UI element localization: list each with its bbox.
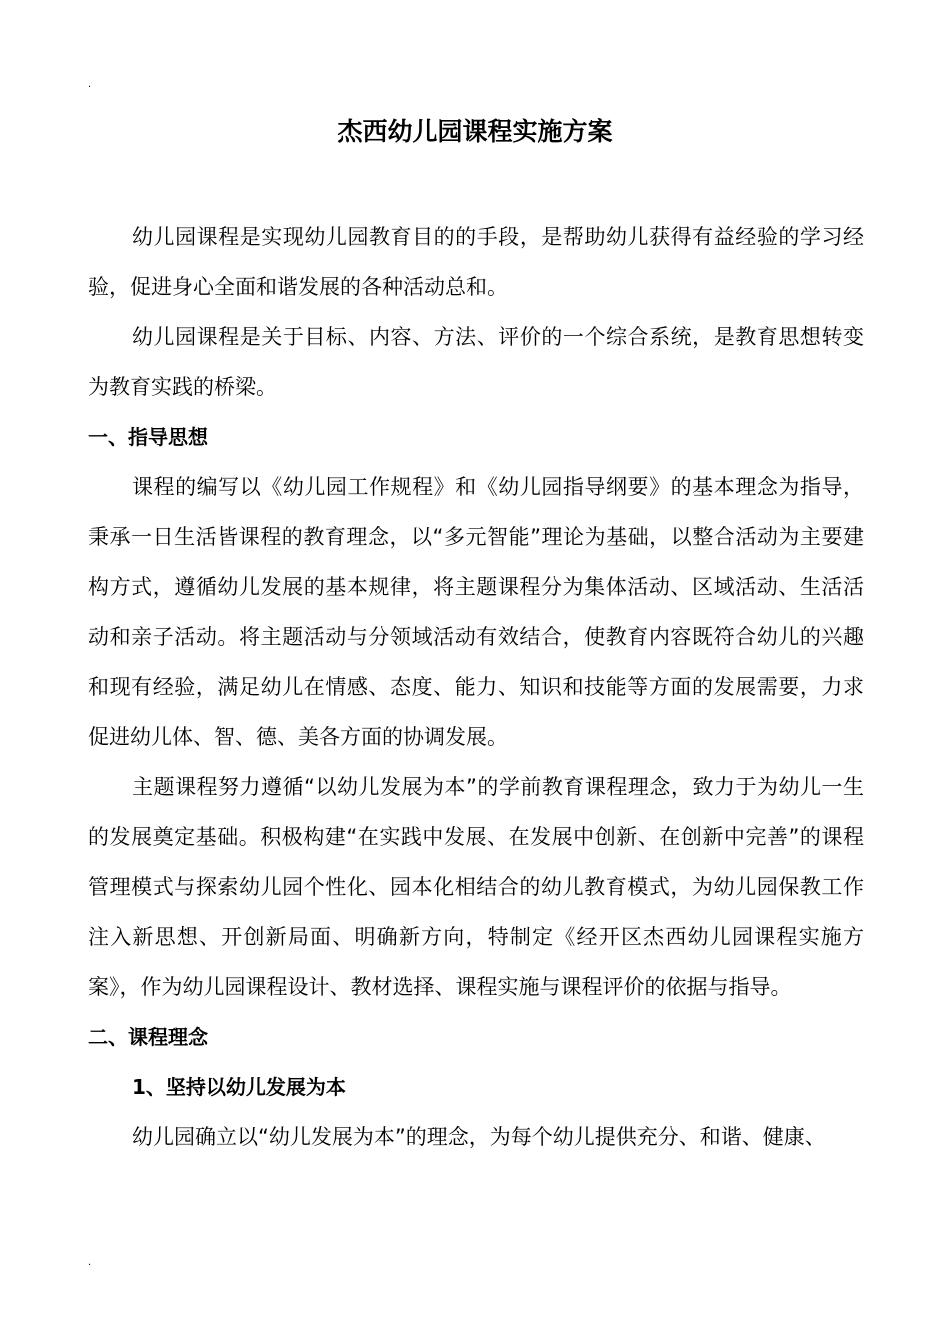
section-heading-guiding-ideology: 一、指导思想 [88,425,208,449]
section1-paragraph-1: 课程的编写以《幼儿园工作规程》和《幼儿园指导纲要》的基本理念为指导，秉承一日生活皆课程的教育理念，以“多元智能”理论为基础，以整合活动为主要建构方式，遵循幼儿发展的基本规律，将主题课程分为集体活动、区域活动、生活活动和亲子活动。将主题活动与分领域活动有效结合，使教育内容既符合幼儿的兴趣和现有经验，满足幼儿在情感、态度、能力、知识和技能等方面的发展需要，力求促进幼儿体、智、德、美各方面的协调发展。 [88,475,864,749]
intro-paragraph-2: 幼儿园课程是关于目标、内容、方法、评价的一个综合系统，是教育思想转变为教育实践的桥梁。 [88,325,864,399]
document-title: 杰西幼儿园课程实施方案 [337,117,613,146]
page-marker-top: . [88,79,92,90]
section2-paragraph-1: 幼儿园确立以“幼儿发展为本”的理念，为每个幼儿提供充分、和谐、健康、 [132,1125,826,1149]
subsection-heading-child-development: 1、坚持以幼儿发展为本 [132,1075,346,1099]
section-heading-curriculum-concept: 二、课程理念 [88,1025,208,1049]
section1-paragraph-2: 主题课程努力遵循“以幼儿发展为本”的学前教育课程理念，致力于为幼儿一生的发展奠定基础。积极构建“在实践中发展、在发展中创新、在创新中完善”的课程管理模式与探索幼儿园个性化、园本化相结合的幼儿教育模式，为幼儿园保教工作注入新思想、开创新局面、明确新方向，特制定《经开区杰西幼儿园课程实施方案》，作为幼儿园课程设计、教材选择、课程实施与课程评价的依据与指导。 [88,775,864,999]
document-body [88,212,864,1162]
intro-paragraph-1: 幼儿园课程是实现幼儿园教育目的的手段，是帮助幼儿获得有益经验的学习经验，促进身心全面和谐发展的各种活动总和。 [88,225,864,299]
page-marker-bottom: . [88,1257,92,1268]
